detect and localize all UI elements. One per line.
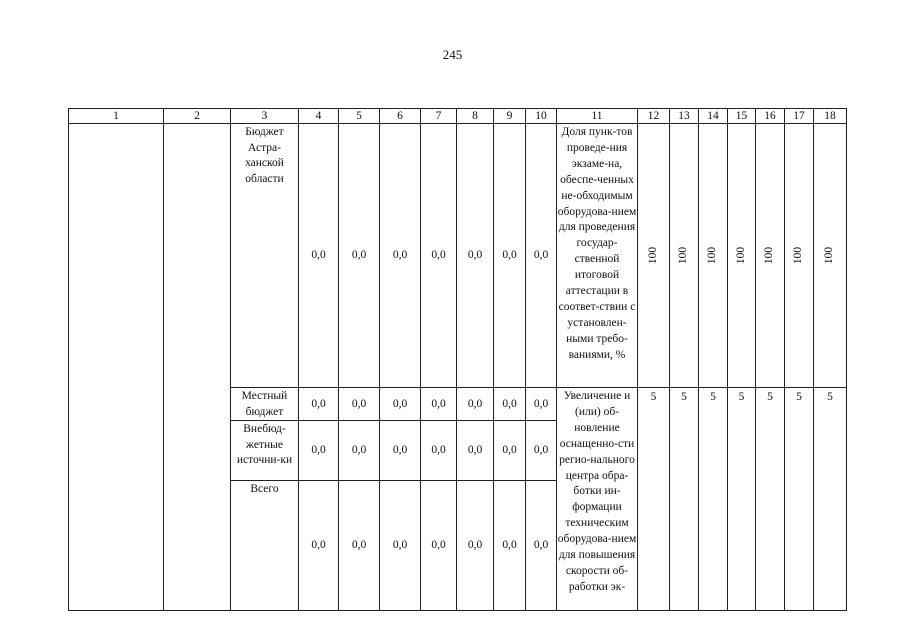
value-cell: 0,0	[339, 421, 380, 481]
target-cell	[785, 124, 814, 388]
target-value: 100	[647, 246, 659, 265]
header-cell: 16	[756, 109, 785, 124]
target-cell	[699, 124, 728, 388]
value-cell: 0,0	[494, 481, 526, 611]
header-cell: 6	[380, 109, 421, 124]
value-cell: 0,0	[526, 421, 557, 481]
target-cell: 5	[756, 388, 785, 611]
value-cell: 0,0	[457, 481, 494, 611]
value-cell: 0,0	[380, 124, 421, 388]
value-cell: 0,0	[421, 481, 457, 611]
target-cell	[756, 124, 785, 388]
value-cell: 0,0	[299, 388, 339, 421]
budget-table	[68, 108, 847, 611]
header-cell: 3	[231, 109, 299, 124]
value-cell: 0,0	[299, 481, 339, 611]
value-cell: 0,0	[494, 124, 526, 388]
col1-cell	[69, 124, 164, 611]
header-cell: 17	[785, 109, 814, 124]
indicator-cell: Доля пунк-тов проведе-ния экзаме-на, обеспе-ченных не-обходимым оборудова-нием для проведения государ-ственной итоговой аттестации в соответ-ствии с установлен-ными требо-ваниями, %	[557, 124, 638, 388]
value-cell: 0,0	[380, 421, 421, 481]
header-cell: 5	[339, 109, 380, 124]
target-cell	[728, 124, 756, 388]
target-value: 100	[677, 246, 690, 265]
target-cell: 5	[699, 388, 728, 611]
col2-cell	[164, 124, 231, 611]
value-cell: 0,0	[421, 124, 457, 388]
source-cell: Местный бюджет	[231, 388, 299, 421]
value-cell: 0,0	[526, 124, 557, 388]
target-value: 100	[792, 246, 805, 265]
header-cell: 14	[699, 109, 728, 124]
table-row	[69, 124, 847, 388]
header-cell: 7	[421, 109, 457, 124]
header-cell: 4	[299, 109, 339, 124]
header-cell: 13	[670, 109, 699, 124]
value-cell: 0,0	[380, 481, 421, 611]
value-cell: 0,0	[299, 124, 339, 388]
value-cell: 0,0	[526, 481, 557, 611]
target-cell: 5	[785, 388, 814, 611]
header-row	[69, 109, 847, 124]
header-cell: 10	[526, 109, 557, 124]
header-cell: 18	[814, 109, 847, 124]
indicator-cell: Увеличение и (или) об-новление оснащенно-сти регио-нального центра обра-ботки ин-формации техническим оборудова-нием для повышения скорости об-работки эк-	[557, 388, 638, 611]
header-cell: 2	[164, 109, 231, 124]
target-cell: 5	[670, 388, 699, 611]
target-cell: 5	[638, 388, 670, 611]
value-cell: 0,0	[494, 421, 526, 481]
value-cell: 0,0	[457, 388, 494, 421]
page-number: 245	[442, 47, 463, 62]
value-cell: 0,0	[526, 388, 557, 421]
target-value: 100	[706, 246, 719, 265]
target-cell: 5	[728, 388, 756, 611]
target-value: 100	[823, 246, 836, 265]
value-cell: 0,0	[380, 388, 421, 421]
target-value: 100	[735, 246, 747, 265]
header-cell: 9	[494, 109, 526, 124]
header-cell: 11	[557, 109, 638, 124]
target-cell	[638, 124, 670, 388]
value-cell: 0,0	[299, 421, 339, 481]
target-cell: 5	[814, 388, 847, 611]
source-cell: Бюджет Астра-ханской области	[231, 124, 299, 388]
target-cell	[814, 124, 847, 388]
value-cell: 0,0	[421, 421, 457, 481]
source-cell: Внебюд-жетные источни-ки	[231, 421, 299, 481]
value-cell: 0,0	[339, 481, 380, 611]
value-cell: 0,0	[421, 388, 457, 421]
header-cell: 1	[69, 109, 164, 124]
value-cell: 0,0	[339, 388, 380, 421]
source-cell: Всего	[231, 481, 299, 611]
value-cell: 0,0	[457, 124, 494, 388]
header-cell: 15	[728, 109, 756, 124]
value-cell: 0,0	[494, 388, 526, 421]
header-cell: 8	[457, 109, 494, 124]
target-cell	[670, 124, 699, 388]
value-cell: 0,0	[457, 421, 494, 481]
value-cell: 0,0	[339, 124, 380, 388]
target-value: 100	[763, 246, 776, 265]
header-cell: 12	[638, 109, 670, 124]
